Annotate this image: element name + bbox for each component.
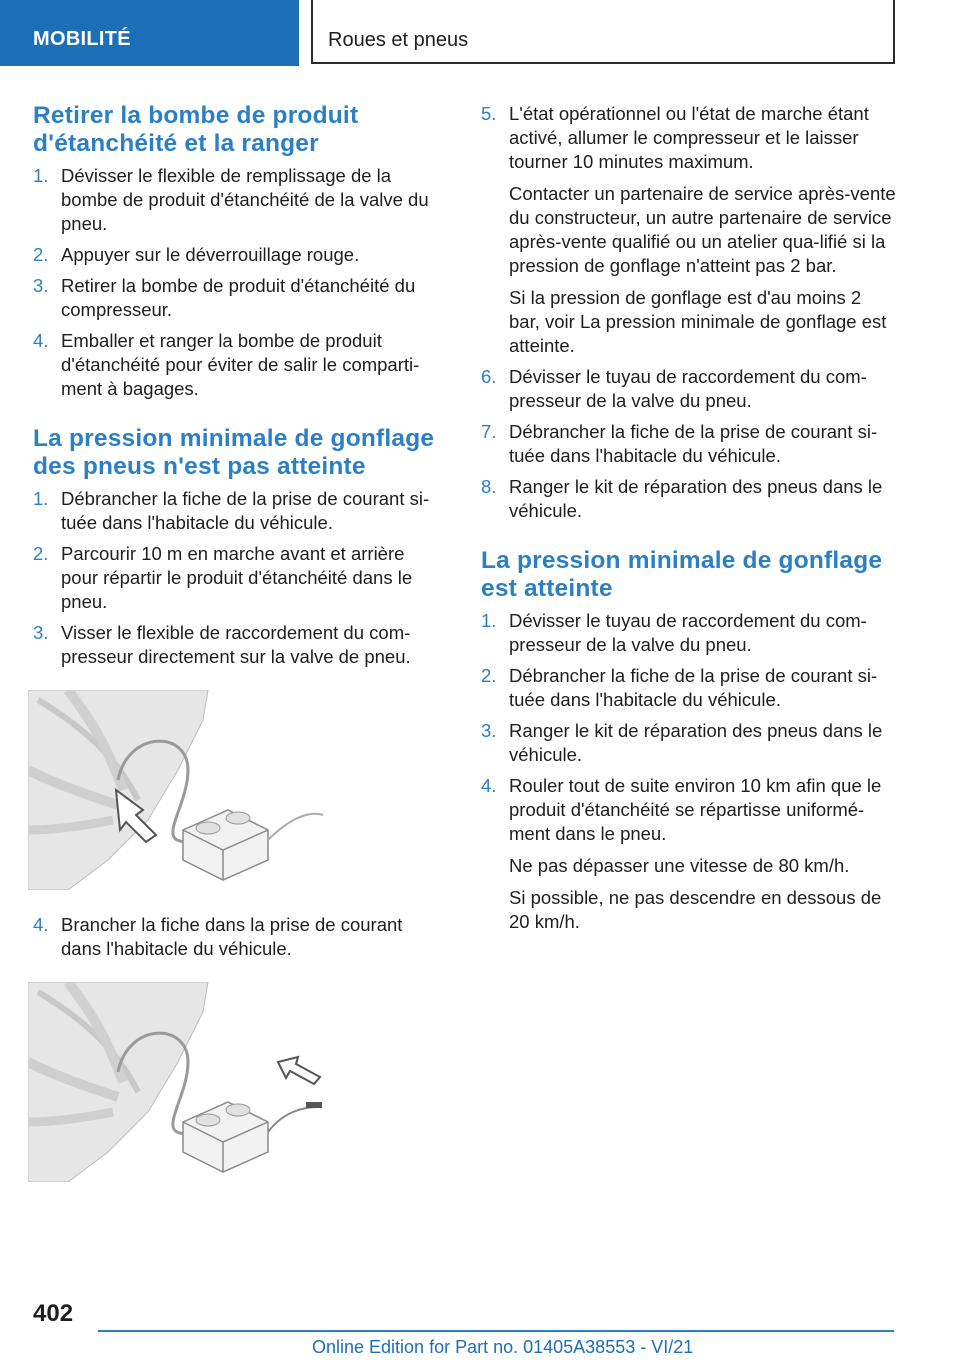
- steps-list: [33, 487, 443, 669]
- step-text: L'état opérationnel ou l'état de marche étant activé, allumer le compresseur et le laisser tourner 10 minutes maximum.: [509, 103, 869, 172]
- step-text: Débrancher la fiche de la prise de courant si‐tuée dans l'habitacle du véhicule.: [509, 665, 878, 710]
- list-item: [33, 243, 443, 267]
- list-item: [33, 164, 443, 236]
- step-note: Ne pas dépasser une vitesse de 80 km/h.: [509, 855, 850, 876]
- step-number: 5.: [481, 103, 497, 124]
- list-item: [481, 774, 896, 934]
- step-text: Débrancher la fiche de la prise de courant si‐tuée dans l'habitacle du véhicule.: [509, 421, 878, 466]
- section-pressure-reached: [481, 547, 896, 934]
- list-item: [33, 487, 443, 535]
- heading-pressure-reached: La pression minimale de gonflage est atteinte: [481, 547, 883, 602]
- steps-list: [481, 609, 896, 934]
- steps-list: [33, 913, 443, 961]
- edition-note: Online Edition for Part no. 01405A38553 - VI/21: [312, 1337, 694, 1357]
- step-text: Rouler tout de suite environ 10 km afin que le produit d'étanchéité se répartisse uniformé‐ment dans le pneu.: [509, 775, 882, 844]
- step-number: 4.: [33, 914, 49, 935]
- step-text: Brancher la fiche dans la prise de courant dans l'habitacle du véhicule.: [61, 914, 403, 959]
- step-text: Parcourir 10 m en marche avant et arrière pour répartir le produit d'étanchéité dans le pneu.: [61, 543, 413, 612]
- step-text: Visser le flexible de raccordement du com‐presseur directement sur la valve de pneu.: [61, 622, 411, 667]
- list-item: [33, 542, 443, 614]
- footer-divider: [98, 1330, 894, 1332]
- step-number: 1.: [33, 165, 49, 186]
- step-note: Contacter un partenaire de service après-vente du constructeur, un autre partenaire de service après-vente qualifié ou un atelier qua‐lifié si la pression de gonflage n'atteint pas 2 bar.: [509, 183, 896, 276]
- step-number: 3.: [33, 622, 49, 643]
- step-text: Ranger le kit de réparation des pneus dans le véhicule.: [509, 720, 883, 765]
- step-number: 7.: [481, 421, 497, 442]
- step-text: Dévisser le tuyau de raccordement du com‐presseur de la valve du pneu.: [509, 610, 867, 655]
- step-text: Dévisser le tuyau de raccordement du com‐presseur de la valve du pneu.: [509, 366, 867, 411]
- compressor-valve-illustration: [28, 690, 328, 890]
- step-number: 6.: [481, 366, 497, 387]
- step-number: 1.: [33, 488, 49, 509]
- list-item: [481, 420, 896, 468]
- list-item: [33, 329, 443, 401]
- step-number: 2.: [481, 665, 497, 686]
- left-column: [33, 102, 443, 1205]
- step-number: 2.: [33, 543, 49, 564]
- step-note: Si la pression de gonflage est d'au moins 2 bar, voir La pression minimale de gonflage est atteinte.: [509, 287, 887, 356]
- step-number: 2.: [33, 244, 49, 265]
- chapter-tab: MOBILITÉ: [0, 0, 299, 66]
- step-number: 3.: [33, 275, 49, 296]
- list-item: [481, 365, 896, 413]
- step-text: Retirer la bombe de produit d'étanchéité du compresseur.: [61, 275, 416, 320]
- heading-pressure-not-reached: La pression minimale de gonflage des pneus n'est pas atteinte: [33, 425, 435, 480]
- section-pressure-not-reached-cont: [481, 102, 896, 523]
- list-item: [481, 609, 896, 657]
- step-text: Débrancher la fiche de la prise de courant si‐tuée dans l'habitacle du véhicule.: [61, 488, 430, 533]
- list-item: [481, 102, 896, 358]
- steps-list: [481, 102, 896, 523]
- step-number: 4.: [481, 775, 497, 796]
- heading-remove-sealant: Retirer la bombe de produit d'étanchéité et la ranger: [33, 102, 359, 157]
- page-number: 402: [33, 1300, 74, 1327]
- step-number: 8.: [481, 476, 497, 497]
- compressor-plug-illustration: [28, 982, 328, 1182]
- step-number: 4.: [33, 330, 49, 351]
- right-column: [481, 102, 896, 941]
- step-text: Dévisser le flexible de remplissage de la bombe de produit d'étanchéité de la valve du pneu.: [61, 165, 429, 234]
- steps-list: [33, 164, 443, 401]
- list-item: [33, 274, 443, 322]
- section-remove-sealant: [33, 102, 443, 401]
- section-pressure-not-reached: [33, 425, 443, 1205]
- list-item: [481, 475, 896, 523]
- section-title: Roues et pneus: [311, 0, 895, 64]
- step-note: Si possible, ne pas descendre en dessous de 20 km/h.: [509, 887, 882, 932]
- step-number: 1.: [481, 610, 497, 631]
- list-item: [33, 621, 443, 669]
- step-text: Appuyer sur le déverrouillage rouge.: [61, 244, 360, 265]
- list-item: [481, 664, 896, 712]
- step-text: Emballer et ranger la bombe de produit d'étanchéité pour éviter de salir le comparti‐ment à bagages.: [61, 330, 420, 399]
- list-item: [33, 913, 443, 961]
- step-number: 3.: [481, 720, 497, 741]
- list-item: [481, 719, 896, 767]
- step-text: Ranger le kit de réparation des pneus dans le véhicule.: [509, 476, 883, 521]
